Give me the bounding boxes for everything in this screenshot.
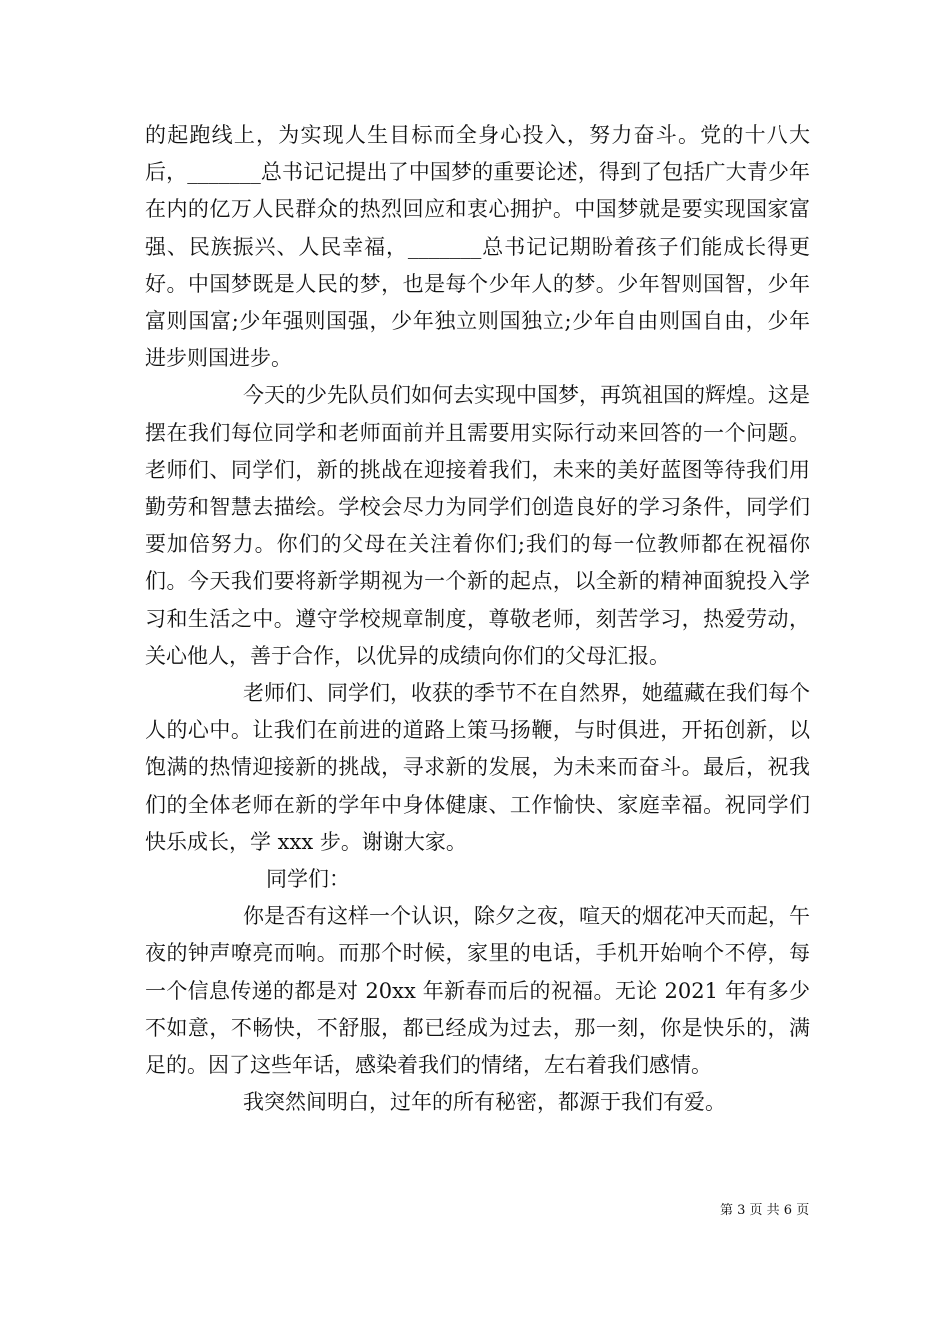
document-body xyxy=(145,117,810,1121)
paragraph-2: 今天的少先队员们如何去实现中国梦，再筑祖国的辉煌。这是摆在我们每位同学和老师面前并且需要用实际行动来回答的一个问题。老师们、同学们，新的挑战在迎接着我们，未来的美好蓝图等待我们用勤劳和智慧去描绘。学校会尽力为同学们创造良好的学习条件，同学们要加倍努力。你们的父母在关注着你们;我们的每一位教师都在祝福你们。今天我们要将新学期视为一个新的起点，以全新的精神面貌投入学习和生活之中。遵守学校规章制度，尊敬老师，刻苦学习，热爱劳动，关心他人，善于合作，以优异的成绩向你们的父母汇报。 xyxy=(145,383,810,668)
paragraph-5: 我突然间明白，过年的所有秘密，都源于我们有爱。 xyxy=(243,1090,726,1115)
paragraph-4: 你是否有这样一个认识，除夕之夜，喧天的烟花冲天而起，午夜的钟声嘹亮而响。而那个时候，家里的电话，手机开始响个不停，每一个信息传递的都是对 20xx 年新春而后的祝福。无论 2021 年有多少不如意，不畅快，不舒服，都已经成为过去，那一刻，你是快乐的，满足的。因了这些年话，感染着我们的情绪，左右着我们感情。 xyxy=(145,904,810,1078)
salutation: 同学们： xyxy=(266,867,350,892)
paragraph-3: 老师们、同学们，收获的季节不在自然界，她蕴藏在我们每个人的心中。让我们在前进的道路上策马扬鞭，与时俱进，开拓创新，以饱满的热情迎接新的挑战，寻求新的发展，为未来而奋斗。最后，祝我们的全体老师在新的学年中身体健康、工作愉快、家庭幸福。祝同学们快乐成长，学 xxx 步。谢谢大家。 xyxy=(145,681,810,854)
page-number: 第 3 页 共 6 页 xyxy=(720,1203,810,1218)
paragraph-1: 的起跑线上，为实现人生目标而全身心投入，努力奋斗。党的十八大后，_______总书记记提出了中国梦的重要论述，得到了包括广大青少年在内的亿万人民群众的热烈回应和衷心拥护。中国梦就是要实现国家富强、民族振兴、人民幸福，_______总书记记期盼着孩子们能成长得更好。中国梦既是人民的梦，也是每个少年人的梦。少年智则国智，少年富则国富;少年强则国强，少年独立则国独立;少年自由则国自由，少年进步则国进步。 xyxy=(145,123,810,371)
